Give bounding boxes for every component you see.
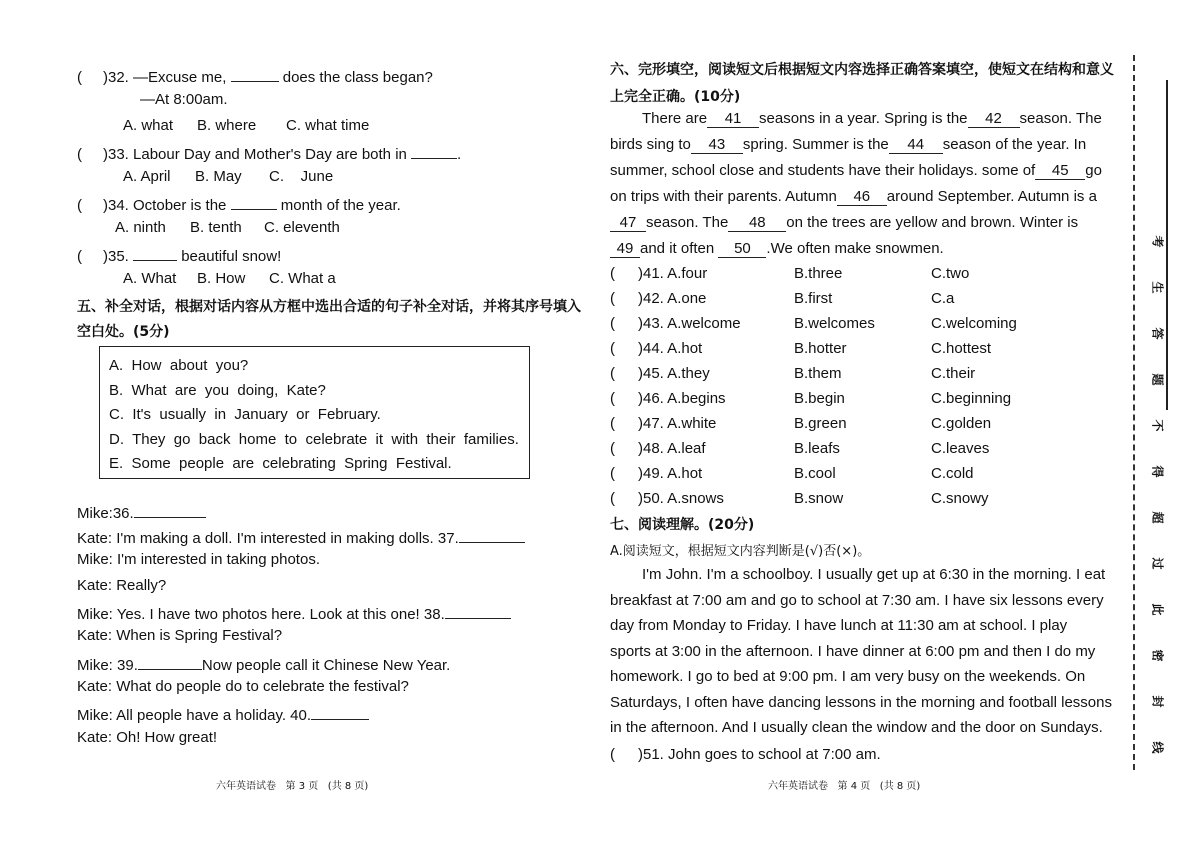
part-a-instruction: A.阅读短文，根据短文内容判断是(√)否(×)。: [610, 544, 871, 559]
reading-line: Saturdays, I often have dancing lessons in the morning and football lessons: [610, 693, 1112, 711]
seal-line-char: 不: [1150, 419, 1165, 432]
question-34: ( )34. October is the month of the year.: [77, 192, 401, 216]
option-b: B.three: [794, 265, 843, 282]
answer-paren[interactable]: (: [610, 315, 615, 332]
seal-line-char: 生: [1150, 281, 1165, 294]
option-a: A. April: [123, 168, 171, 185]
section-5-heading: 五、补全对话，根据对话内容从方框中选出合适的句子补全对话，并将其序号填入: [77, 299, 581, 315]
cloze-blank-43[interactable]: 43: [691, 136, 743, 154]
option-b: B.green: [794, 415, 847, 432]
cloze-line: birds sing to 43 spring. Summer is the 44 season of the year. In: [610, 136, 1087, 153]
cloze-choice-row: ( )44. A.hot: [610, 340, 703, 357]
option-b: B. How: [197, 270, 246, 287]
option-b: B. May: [195, 168, 242, 185]
answer-blank[interactable]: [411, 141, 457, 159]
seal-line-char: 答: [1150, 327, 1165, 340]
answer-blank-36[interactable]: [134, 500, 206, 518]
option-c: C.leaves: [931, 440, 990, 457]
question-35: ( )35. beautiful snow!: [77, 243, 281, 267]
section-6-heading: 六、完形填空，阅读短文后根据短文内容选择正确答案填空，使短文在结构和意义: [610, 62, 1114, 78]
cloze-blank-47[interactable]: 47: [610, 214, 646, 232]
dialog-line: Mike: Yes. I have two photos here. Look at this one! 38.: [77, 601, 511, 625]
choice-box: [99, 346, 530, 479]
question-51: ( )51. John goes to school at 7:00 am.: [610, 746, 881, 763]
cloze-choice-row: ( )41. A.four: [610, 265, 708, 282]
option-a: A. What: [123, 270, 177, 287]
option-b: B.welcomes: [794, 315, 875, 332]
seal-line-char: 超: [1150, 511, 1165, 524]
dialog-line: Kate: Oh! How great!: [77, 729, 218, 746]
dialog-line: Mike: All people have a holiday. 40.: [77, 702, 369, 726]
page-footer: 六年英语试卷 第 3 页 (共 8 页): [216, 781, 369, 792]
option-c: C. What a: [269, 270, 336, 287]
option-c: C.snowy: [931, 490, 989, 507]
section-5-heading-cont: 空白处。(5分): [77, 324, 170, 340]
option-a: A. ninth: [115, 219, 166, 236]
section-7-heading: 七、阅读理解。(20分): [610, 517, 755, 533]
answer-paren[interactable]: (: [610, 365, 615, 382]
cloze-blank-41[interactable]: 41: [707, 110, 759, 128]
option-b: B.begin: [794, 390, 845, 407]
page-4: [590, 0, 1125, 849]
dialog-line: Mike: 39. Now people call it Chinese New Year.: [77, 652, 450, 676]
seal-dashed-line: [1133, 55, 1135, 770]
option-c: C.two: [931, 265, 970, 282]
question-32: ( )32. —Excuse me, does the class began?: [77, 64, 433, 88]
answer-paren[interactable]: (: [610, 490, 615, 507]
cloze-choice-row: ( )45. A.they: [610, 365, 710, 382]
option-b: B.hotter: [794, 340, 847, 357]
page-footer: 六年英语试卷 第 4 页 (共 8 页): [768, 781, 921, 792]
dialog-line: Kate: Really?: [77, 577, 167, 594]
cloze-blank-50[interactable]: 50: [718, 240, 766, 258]
choice-d: D. They go back home to celebrate it with their families.: [109, 431, 519, 448]
cloze-choice-row: ( )49. A.hot: [610, 465, 703, 482]
reading-line: day from Monday to Friday. I have lunch at 11:30 am at school. I play: [610, 617, 1068, 634]
option-c: C.beginning: [931, 390, 1012, 407]
option-b: B.cool: [794, 465, 836, 482]
seal-line-char: 线: [1150, 741, 1165, 754]
option-b: B.them: [794, 365, 842, 382]
choice-e: E. Some people are celebrating Spring Festival.: [109, 455, 452, 472]
option-b: B.leafs: [794, 440, 840, 457]
dialog-line: Mike: I'm interested in taking photos.: [77, 551, 320, 568]
option-c: C.their: [931, 365, 976, 382]
reading-line: sports at 3:00 in the afternoon. I have dinner at 6:00 pm and then I do my: [610, 642, 1096, 660]
cloze-blank-44[interactable]: 44: [889, 136, 943, 154]
option-a: A. what: [123, 117, 174, 134]
option-b: B.first: [794, 290, 833, 307]
option-b: B. tenth: [190, 219, 242, 236]
option-c: C.a: [931, 290, 955, 307]
dialog-line: Kate: What do people do to celebrate the festival?: [77, 678, 409, 695]
option-c: C. June: [269, 168, 334, 185]
dialog-line: Kate: When is Spring Festival?: [77, 627, 283, 644]
option-b: B. where: [197, 117, 257, 134]
seal-line-char: 封: [1150, 695, 1165, 708]
cloze-line: 49 and it often 50 .We often make snowmen.: [610, 239, 944, 259]
answer-blank-40[interactable]: [311, 702, 369, 720]
choice-b: B. What are you doing, Kate?: [109, 382, 326, 399]
answer-blank[interactable]: [231, 192, 277, 210]
answer-blank-38[interactable]: [445, 601, 511, 619]
answer-paren[interactable]: (: [610, 290, 615, 307]
answer-paren[interactable]: (: [610, 440, 615, 457]
seal-line-char: 此: [1150, 603, 1165, 616]
answer-paren[interactable]: (: [610, 465, 615, 482]
option-c: C. what time: [286, 117, 370, 134]
answer-paren[interactable]: (: [610, 265, 615, 282]
choice-a: A. How about you?: [109, 357, 249, 374]
cloze-line: on trips with their parents. Autumn 46 around September. Autumn is a: [610, 188, 1097, 205]
cloze-choice-row: ( )48. A.leaf: [610, 440, 706, 457]
cloze-blank-45[interactable]: 45: [1035, 162, 1085, 180]
dialog-line: Kate: I'm making a doll. I'm interested in making dolls. 37.: [77, 525, 525, 549]
reading-line: breakfast at 7:00 am and go to school at 7:30 am. I have six lessons every: [610, 591, 1104, 609]
binding-margin: [1130, 55, 1180, 775]
seal-line-char: 过: [1150, 557, 1165, 570]
choice-c: C. It's usually in January or February.: [109, 406, 381, 423]
cloze-blank-46[interactable]: 46: [837, 188, 887, 206]
reading-line: in the afternoon. And I usually clean the window and the door on Sundays.: [610, 719, 1103, 736]
answer-paren[interactable]: (: [610, 390, 615, 407]
seal-line-char: 题: [1150, 373, 1165, 386]
answer-blank-37[interactable]: [459, 525, 525, 543]
page-3: [0, 0, 590, 849]
answer-blank[interactable]: [231, 64, 279, 82]
section-6-heading-cont: 上完全正确。(10分): [610, 89, 741, 105]
option-c: C.cold: [931, 465, 974, 482]
cloze-choice-row: ( )46. A.begins: [610, 390, 726, 407]
answer-blank[interactable]: [133, 243, 177, 261]
cloze-line: There are 41 seasons in a year. Spring is the 42 season. The: [642, 110, 1102, 127]
cloze-choice-row: ( )47. A.white: [610, 415, 717, 432]
cloze-choice-row: ( )43. A.welcome: [610, 315, 741, 332]
reading-line: I'm John. I'm a schoolboy. I usually get up at 6:30 in the morning. I eat: [642, 566, 1106, 583]
answer-paren[interactable]: (: [610, 415, 615, 432]
reading-line: homework. I go to bed at 9:00 pm. I am very busy on the weekends. On: [610, 668, 1086, 685]
cloze-line: summer, school close and students have their holidays. some of 45 go: [610, 162, 1102, 179]
answer-blank-39[interactable]: [138, 652, 202, 670]
option-b: B.snow: [794, 490, 844, 507]
question-33: ( )33. Labour Day and Mother's Day are both in .: [77, 141, 461, 165]
cloze-blank-48[interactable]: 48: [728, 214, 786, 232]
seal-line-char: 密: [1150, 649, 1165, 662]
cloze-choice-row: ( )50. A.snows: [610, 490, 724, 507]
cloze-line: 47 season. The 48 on the trees are yellow and brown. Winter is: [610, 213, 1078, 233]
option-c: C.welcoming: [931, 315, 1017, 332]
seal-line-char: 得: [1150, 465, 1165, 478]
option-c: C.hottest: [931, 340, 992, 357]
dialog-line: Mike:36.: [77, 500, 206, 524]
answer-paren[interactable]: (: [610, 340, 615, 357]
cloze-blank-49[interactable]: 49: [610, 240, 640, 258]
cloze-blank-42[interactable]: 42: [968, 110, 1020, 128]
seal-line-char: 考: [1150, 235, 1165, 248]
option-c: C. eleventh: [264, 219, 340, 236]
question-32-reply: —At 8:00am.: [140, 91, 228, 108]
option-c: C.golden: [931, 415, 992, 432]
cloze-choice-row: ( )42. A.one: [610, 290, 707, 307]
